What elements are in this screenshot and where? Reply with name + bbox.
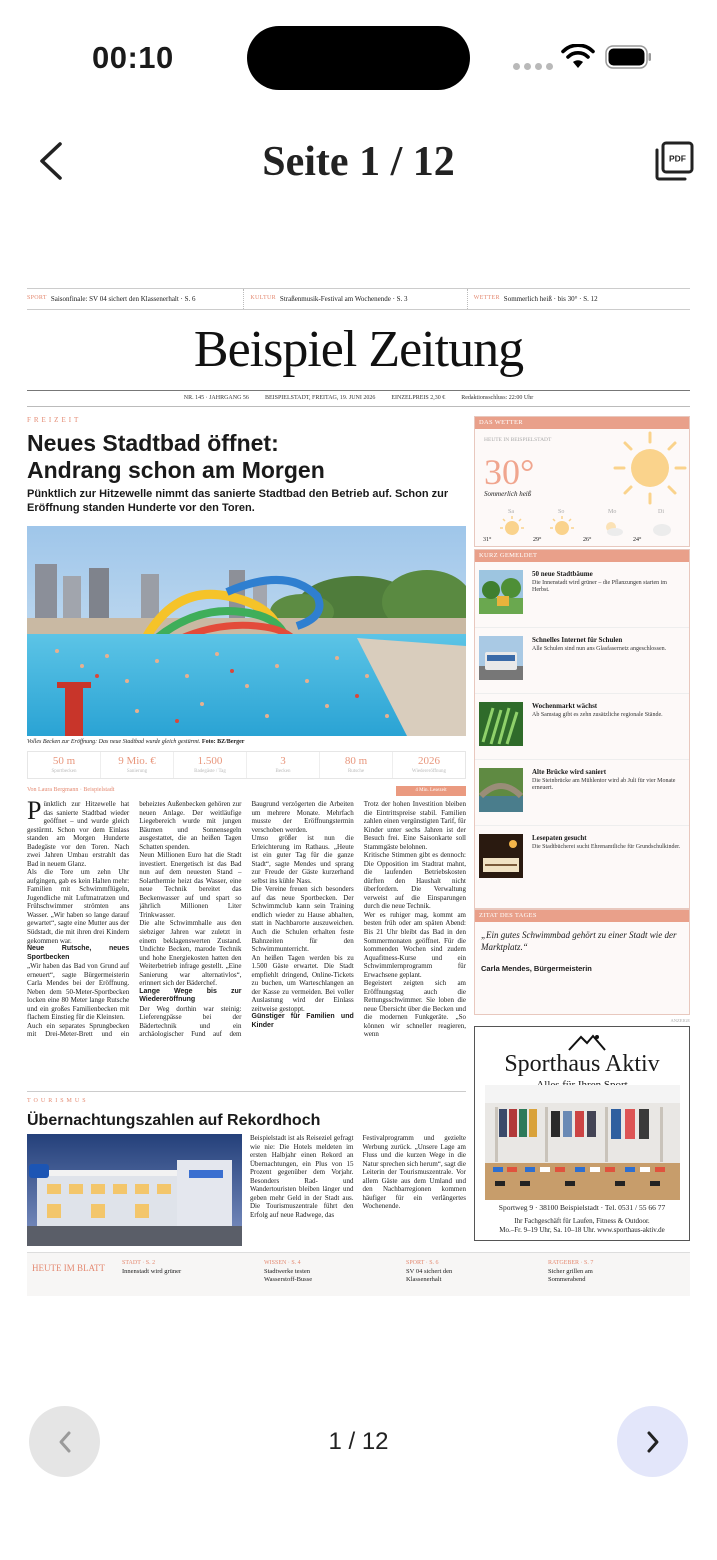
forecast-row: [475, 509, 690, 545]
dynamic-island: [247, 26, 470, 90]
news-thumbnail: [479, 768, 523, 812]
paragraph: Beispielstadt ist als Reiseziel gefragt wie nie: Die Hotels meldeten im ersten Halbjahr einen Rekord an Übernachtungen, ein Plus von 15 Prozent gegenüber dem Vorjahr. Besonders Rad- und Wandertouristen bleiben länger und geben mehr Geld in der Stadt aus. Die Tourismuszentrale führt den Erfolg auf neue Radwege, das: [250, 1134, 354, 1219]
fact-value: 3: [280, 755, 286, 767]
news-item[interactable]: [475, 628, 689, 694]
wifi-icon: [561, 44, 595, 70]
weather-temp: 30°: [484, 452, 535, 492]
news-item[interactable]: [475, 760, 689, 826]
forecast-temp: 31°: [483, 537, 492, 543]
top-teaser-strip: [27, 288, 690, 310]
paragraph: Umso größer ist nun die Erleichterung im Rathaus. „Heute ist ein guter Tag für die ganze Stadt“, sagte Mendes und sprang zur Freude der Gäste kurzerhand selbst ins kühle Nass.: [251, 834, 354, 885]
news-text: Die Steinbrücke am Mühlentor wird ab Juli für vier Monate erneuert.: [532, 777, 676, 792]
weather-header: DAS WETTER: [475, 417, 689, 429]
subheading: Neue Rutsche, neues Sportbecken: [27, 945, 130, 961]
teaser-text: Saisonfinale: SV 04 sichert den Klassenerhalt · S. 6: [50, 294, 196, 303]
motel-photo: [27, 1134, 242, 1246]
news-text: Ab Samstag gibt es zehn zusätzliche regionale Stände.: [532, 711, 663, 718]
short-news-header: KURZ GEMELDET: [475, 550, 689, 562]
forecast-day: [581, 509, 631, 545]
fact-value: 50 m: [52, 755, 76, 767]
fact-item: [320, 752, 393, 778]
page-title: Seite 1 / 12: [262, 139, 455, 185]
fact-label: Sportbecken: [51, 768, 77, 774]
fact-item: [174, 752, 247, 778]
advertisement[interactable]: [474, 1026, 690, 1241]
teaser-text: Innenstadt wird grüner: [122, 1267, 182, 1275]
quote-header: ZITAT DES TAGES: [475, 910, 689, 922]
photo-caption: [27, 739, 244, 747]
weather-location: HEUTE IN BEISPIELSTADT: [484, 437, 552, 443]
fact-item: [28, 752, 101, 778]
sun-icon: [611, 429, 689, 507]
next-page-button[interactable]: [617, 1406, 688, 1477]
ad-hours: [475, 1217, 689, 1235]
forecast-temp: 29°: [533, 537, 542, 543]
mountain-logo-icon: [567, 1033, 607, 1051]
byline: Von Laura Bergmann · Beispielstadt: [27, 787, 115, 793]
forecast-temp: 24°: [633, 537, 642, 543]
teaser-text: Straßenmusik-Festival am Wochenende · S. 3: [279, 294, 408, 303]
fact-label: Badegäste / Tag: [194, 768, 226, 774]
paragraph-text: ünktlich zur Hitzewelle hat das sanierte Stadtbad wieder geöffnet – und wurde gleich gestürmt. Schon vor dem Einlass standen am Morgen Hunderte Badegäste vor den Toren. Nach zwei Jahren Umbau erstrahlt das Bad in neuem Glanz.: [27, 800, 130, 868]
teaser-kicker: RATGEBER · S. 7: [548, 1260, 594, 1266]
quote-text: „Ein gutes Schwimmbad gehört zu einer Stadt wie der Marktplatz.“: [481, 930, 677, 952]
news-text: Die Stadtbücherei sucht Ehrenamtliche für Grundschulkinder.: [532, 843, 681, 850]
fact-value: 2026: [418, 755, 440, 767]
ad-brand: Sporthaus Aktiv: [504, 1050, 660, 1077]
pdf-icon[interactable]: [654, 141, 694, 181]
news-item[interactable]: [475, 562, 689, 628]
paragraph: Der Weg dorthin war steinig: Lieferengpässe bei der Bädertechnik und ein archäologischer Fund auf dem Baugrund verzögerten die Arbeiten um mehrere Monate. Mehrfach musste der Eröffnungstermin verschoben werden.: [139, 800, 354, 1039]
paragraph: Begeistert zeigten sich am Eröffnungstag auch die Rettungsschwimmer. Sie loben die neue Übersicht über die Becken und die modernen Funkgeräte. „So können wir schneller reagieren, wenn: [363, 979, 466, 1039]
sun-icon: [497, 515, 527, 539]
teaser-kicker: SPORT · S. 6: [406, 1260, 439, 1266]
forecast-day-name: Di: [658, 509, 664, 515]
paragraph: Die Vereine freuen sich besonders auf das neue Sportbecken. Der Schwimmclub kann sein Training endlich wieder zu Hause abhalten, statt in Nachbarorte auszuweichen. Auch die Schulen erhalten feste Bahnzeiten für den Schwimmunterricht.: [251, 885, 354, 954]
teaser-item[interactable]: [548, 1253, 690, 1296]
teaser-text: Sicher grillen am Sommerabend: [548, 1267, 593, 1283]
teaser-kicker: SPORT: [27, 295, 47, 302]
cellular-signal-icon: [513, 63, 553, 70]
teaser-kicker: STADT · S. 2: [122, 1260, 156, 1266]
masthead: Beispiel Zeitung: [193, 321, 524, 378]
ad-label: ANZEIGE: [670, 1018, 690, 1023]
in-this-issue-strip: [27, 1252, 690, 1296]
forecast-day-name: Sa: [508, 509, 514, 515]
chevron-right-icon: [645, 1430, 661, 1454]
paragraph: Neun Millionen Euro hat die Stadt investiert. Energetisch ist das Bad nun auf dem neuesten Stand – Solarthermie heizt das Wasser, eine neue Technik bereitet das Beckenwasser auf und spart so jährlich Millionen Liter Trinkwasser.: [139, 851, 242, 919]
issue-deadline: Redaktionsschluss: 22:00 Uhr: [461, 394, 534, 401]
paragraph: Auch ein separates Sprungbecken mit Drei-Meter-Brett und ein beheiztes Außenbecken gehören zur neuen Anlage. Der weitläufige Liegebereich wurde mit jungen Bäumen und Sonnensegeln ausgestattet, die an heißen Tagen Schatten spenden.: [27, 800, 242, 1039]
news-title: Alte Brücke wird saniert: [532, 768, 607, 777]
teaser-text: Sommerlich heiß · bis 30° · S. 12: [503, 294, 598, 303]
second-headline[interactable]: Übernachtungszahlen auf Rekordhoch: [27, 1111, 321, 1129]
news-text: Die Innenstadt wird grüner – die Pflanzungen starten im Herbst.: [532, 579, 667, 594]
photo-credit: Foto: BZ/Berger: [201, 739, 245, 745]
teaser-kicker: WISSEN · S. 4: [264, 1260, 301, 1266]
paragraph: Trotz der hohen Investition bleiben die Eintrittspreise stabil. Familien zahlen einen vergünstigten Tarif, für Kinder unter sechs Jahren ist der Besuch frei. Eine Saisonkarte soll Stammgäste belohnen.: [363, 800, 466, 851]
forecast-day-name: So: [558, 509, 565, 515]
newspaper-page[interactable]: [27, 288, 690, 1298]
forecast-temp: 26°: [583, 537, 592, 543]
news-item[interactable]: [475, 826, 689, 892]
sun-cloud-icon: [597, 515, 627, 539]
forecast-day: [631, 509, 681, 545]
fact-label: Becken: [275, 768, 291, 774]
fact-value: 1.500: [197, 755, 223, 767]
weather-condition: Sommerlich heiß: [484, 490, 532, 498]
fact-label: Rutsche: [347, 768, 365, 774]
lead-article: [27, 416, 466, 516]
fact-value: 80 m: [344, 755, 368, 767]
ad-address: Sportweg 9 · 38100 Beispielstadt · Tel. 0531 / 55 66 77: [498, 1202, 666, 1212]
teaser-kicker: WETTER: [473, 295, 500, 302]
news-title: Wochenmarkt wächst: [532, 702, 598, 711]
sidebar: [474, 416, 690, 1241]
paragraph: Die alte Schwimmhalle aus den siebziger Jahren war zuletzt in einem beklagenswerten Zustand. Undichte Becken, marode Technik und hohe Energiekosten hatten den Weiterbetrieb infrage gestellt. „Eine Sanierung war alternativlos“, erinnert sich der Bäderchef.: [139, 919, 242, 988]
news-title: 50 neue Stadtbäume: [532, 570, 593, 579]
second-article: [27, 1091, 466, 1131]
read-time-badge: 4 Min. Lesezeit: [396, 786, 466, 796]
issue-number: NR. 145 · JAHRGANG 56: [183, 394, 249, 401]
pool-photo: [27, 526, 466, 736]
page-counter: 1 / 12: [328, 1428, 389, 1455]
headline-line: Andrang schon am Morgen: [27, 456, 325, 483]
news-text: Alle Schulen sind nun ans Glasfasernetz angeschlossen.: [532, 645, 667, 652]
paragraph: „Wir haben das Bad von Grund auf erneuert“, sagte Bürgermeisterin Carla Mendes bei der Eröffnung. Neben dem 50-Meter-Sportbecken locken eine 80 Meter lange Rutsche und ein großes Familienbecken mit flachem Einstieg für die Kleinsten.: [27, 962, 130, 1022]
drop-cap: P: [27, 800, 42, 825]
lead-rubric: FREIZEIT: [27, 416, 82, 424]
lead-headline[interactable]: [27, 430, 466, 484]
in-this-issue-header: HEUTE IM BLATT: [32, 1263, 105, 1273]
news-title: Lesepaten gesucht: [532, 834, 587, 843]
weather-box: [474, 416, 690, 547]
paragraph: Als die Tore um zehn Uhr aufgingen, gab es kein Halten mehr: Familien mit Schwimmflügeln, Jugendliche mit Luftmatratzen und Frühschwimmer strömten ans Wasser. „Wir haben so lange darauf gewartet“, sagte eine Mutter aus der Südstadt, die mit ihren drei Kindern gekommen war.: [27, 868, 130, 945]
ad-opening-hours: Mo.–Fr. 9–19 Uhr, Sa. 10–18 Uhr. www.sporthaus-aktiv.de: [499, 1225, 665, 1234]
news-thumbnail: [479, 570, 523, 614]
paragraph: Wer es ruhiger mag, kommt am besten früh oder am späten Abend: Bis 21 Uhr bleibt das Bad in den Sommermonaten geöffnet. Für die kommenden Wochen sind zudem Aquafitness-Kurse und ein Schwimmlernprogramm für Erwachsene geplant.: [363, 910, 466, 979]
sun-icon: [547, 515, 577, 539]
teaser-item[interactable]: [406, 1253, 548, 1296]
news-thumbnail: [479, 702, 523, 746]
subheading: Günstiger für Familien und Kinder: [251, 1013, 354, 1029]
teaser-item[interactable]: [264, 1253, 406, 1296]
teaser-kicker: KULTUR: [250, 295, 276, 302]
status-time: 00:10: [92, 40, 174, 75]
short-news-box: [474, 549, 690, 909]
top-teaser-item[interactable]: [468, 289, 690, 309]
fact-label: Wiedereröffnung: [411, 768, 447, 774]
fact-value: 9 Mio. €: [118, 755, 156, 767]
forecast-day-name: Mo: [608, 509, 617, 515]
paragraph: Festivalprogramm und gezielte Werbung zurück. „Unsere Lage am Fluss und die kurzen Wege in die Natur sprechen sich herum“, sagt die Leiterin der Tourismuszentrale. Vor allem Gäste aus dem Umland und den Nachbarregionen kommen häufiger für ein verlängertes Wochenende.: [362, 1134, 466, 1211]
quote-box: [474, 909, 690, 1015]
news-title: Schnelles Internet für Schulen: [532, 636, 623, 645]
news-thumbnail: [479, 834, 523, 878]
news-thumbnail: [479, 636, 523, 680]
teaser-text: SV 04 sichert den Klassenerhalt: [406, 1267, 453, 1283]
caption-text: Volles Becken zur Eröffnung: Das neue Stadtbad wurde gleich gestürmt.: [27, 739, 201, 745]
quote-author: Carla Mendes, Bürgermeisterin: [481, 963, 592, 973]
forecast-day: [531, 509, 581, 545]
svg-text:PDF: PDF: [669, 153, 686, 164]
top-teaser-item[interactable]: [244, 289, 467, 309]
fact-item: [247, 752, 320, 778]
paragraph: An heißen Tagen werden bis zu 1.500 Gäste erwartet. Die Stadt empfiehlt dringend, Online-Tickets zu buchen, um Warteschlangen an der Kasse zu vermeiden. Bei voller Auslastung wird der Einlass zeitweise gestoppt.: [251, 953, 354, 1013]
teaser-item[interactable]: [122, 1253, 264, 1296]
subheading: Lange Wege bis zur Wiedereröffnung: [139, 987, 242, 1004]
issue-date: BEISPIELSTADT, FREITAG, 19. JUNI 2026: [264, 394, 376, 401]
ad-store-photo: [485, 1085, 680, 1200]
battery-icon: [605, 45, 652, 69]
lead-deck: Pünktlich zur Hitzewelle nimmt das sanierte Stadtbad den Betrieb auf. Schon zur Eröffnung standen Hunderte vor den Toren.: [27, 488, 449, 514]
ad-slogan: Ihr Fachgeschäft für Laufen, Fitness & Outdoor.: [514, 1216, 650, 1225]
top-teaser-item[interactable]: [27, 289, 244, 309]
second-article-body: [250, 1134, 466, 1246]
forecast-day: [481, 509, 531, 545]
issue-line: [27, 390, 690, 407]
teaser-text: Stadtwerke testen Wasserstoff-Busse: [264, 1267, 313, 1283]
lead-article-body: [27, 800, 466, 1084]
fact-label: Sanierung: [126, 768, 148, 774]
fact-item: [101, 752, 174, 778]
paragraph: Kritische Stimmen gibt es dennoch: Die Opposition im Stadtrat mahnt, die laufenden Betriebskosten dürften den Haushalt nicht überfordern. Die Verwaltung verweist auf die Einsparungen durch die neue Technik.: [363, 851, 466, 911]
fact-item: [393, 752, 465, 778]
cloud-icon: [647, 515, 677, 539]
headline-line: Neues Stadtbad öffnet:: [27, 429, 279, 456]
news-item[interactable]: [475, 694, 689, 760]
fact-box: [27, 751, 466, 779]
paragraph: [27, 800, 129, 868]
second-rubric: TOURISMUS: [27, 1098, 89, 1104]
issue-price: EINZELPREIS 2,30 €: [391, 394, 446, 401]
